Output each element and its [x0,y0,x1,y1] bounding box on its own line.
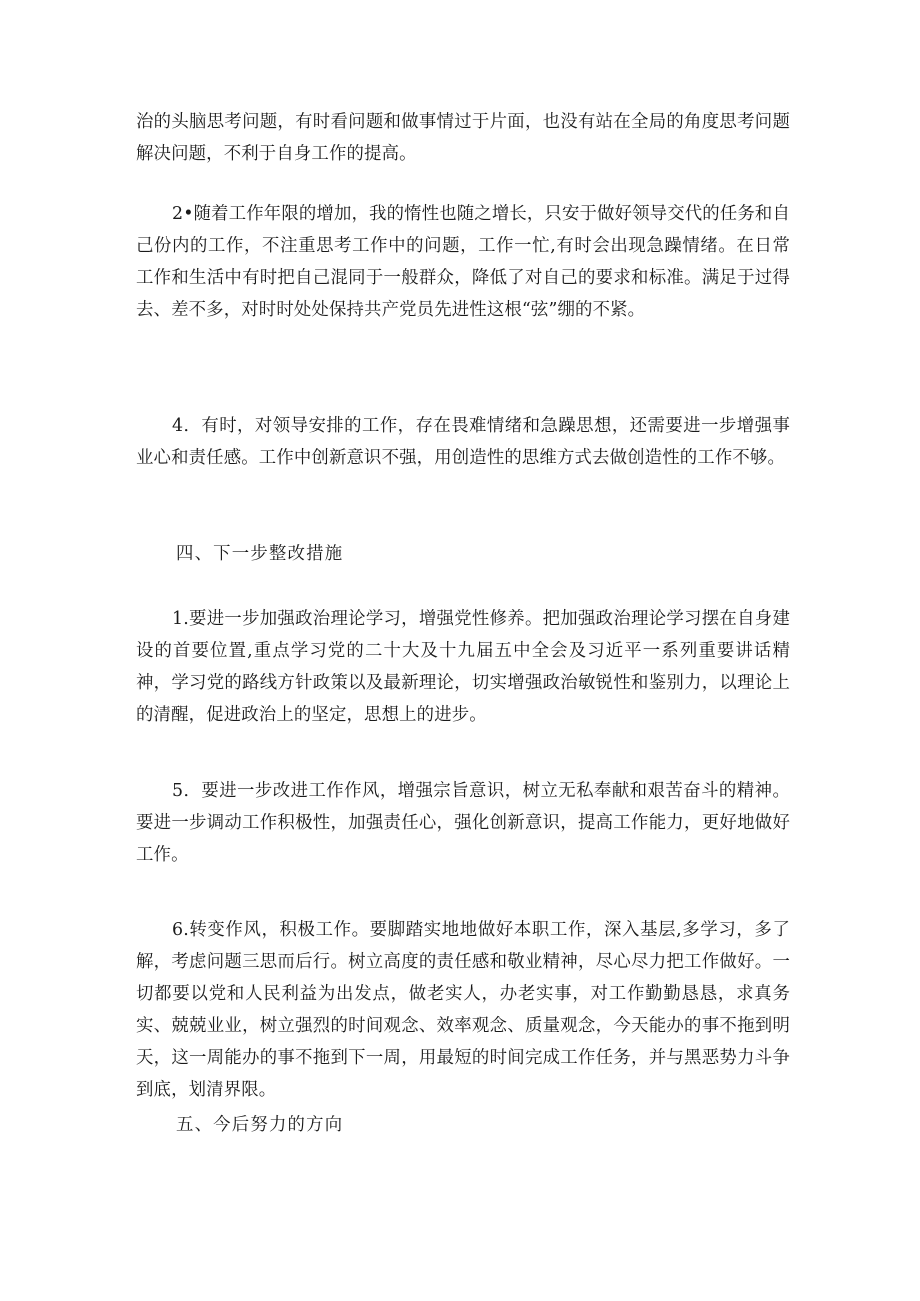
paragraph-item-2: 2•随着工作年限的增加，我的惰性也随之增长，只安于做好领导交代的任务和自己份内的工作，不注重思考工作中的问题，工作一忙,有时会出现急躁情绪。在日常工作和生活中有时把自己混同于一般群众，降低了对自己的要求和标准。满足于过得去、差不多，对时时处处保持共产党员先进性这根“弦”绷的不紧。 [136,204,791,320]
paragraph-measure-1: 1.要进一步加强政治理论学习，增强党性修养。把加强政治理论学习摆在自身建设的首要位置,重点学习党的二十大及十九届五中全会及习近平一系列重要讲话精神，学习党的路线方针政策以及最新理论，切实增强政治敏锐性和鉴别力，以理论上的清醒，促进政治上的坚定，思想上的进步。 [136,609,790,725]
paragraph-item-4: 4．有时，对领导安排的工作，存在畏难情绪和急躁思想，还需要进一步增强事业心和责任感。工作中创新意识不强，用创造性的思维方式去做创造性的工作不够。 [136,416,790,468]
paragraph-measure-6: 6.转变作风，积极工作。要脚踏实地地做好本职工作，深入基层,多学习，多了解，考虑问题三思而后行。树立高度的责任感和敬业精神，尽心尽力把工作做好。一切都要以党和人民利益为出发点，做老实人，办老实事，对工作勤勤恳恳，求真务实、兢兢业业，树立强烈的时间观念、效率观念、质量观念，今天能办的事不拖到明天，这一周能办的事不拖到下一周，用最短的时间完成工作任务，并与黑恶势力斗争到底，划清界限。 [136,920,790,1100]
section-heading-4: 四、下一步整改措施 [176,544,344,564]
section-heading-5: 五、今后努力的方向 [176,1115,344,1135]
paragraph-measure-5: 5．要进一步改进工作作风，增强宗旨意识，树立无私奉献和艰苦奋斗的精神。要进一步调动工作积极性，加强责任心，强化创新意识，提高工作能力，更好地做好工作。 [136,781,790,865]
paragraph-intro-continued: 治的头脑思考问题，有时看问题和做事情过于片面，也没有站在全局的角度思考问题解决问题，不利于自身工作的提高。 [136,112,790,164]
